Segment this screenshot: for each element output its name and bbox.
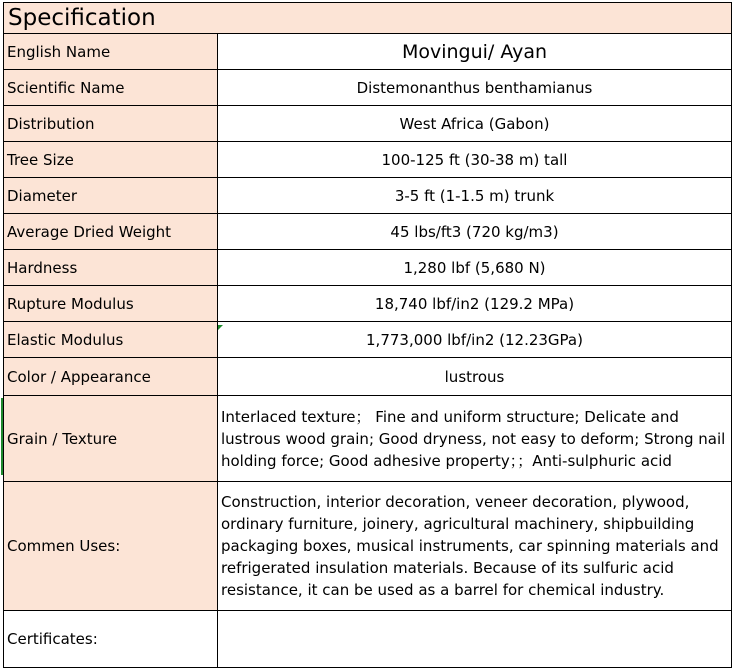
value-distribution[interactable]: West Africa (Gabon) bbox=[218, 106, 732, 142]
spec-sheet bbox=[3, 2, 732, 668]
table-row bbox=[4, 250, 732, 286]
label-elastic-modulus[interactable]: Elastic Modulus bbox=[4, 322, 218, 358]
label-distribution[interactable]: Distribution bbox=[4, 106, 218, 142]
label-hardness[interactable]: Hardness bbox=[4, 250, 218, 286]
value-diameter[interactable]: 3-5 ft (1-1.5 m) trunk bbox=[218, 178, 732, 214]
cell-comment-marker bbox=[218, 325, 223, 330]
label-diameter[interactable]: Diameter bbox=[4, 178, 218, 214]
value-grain-texture[interactable]: Interlaced texture； Fine and uniform structure; Delicate and lustrous wood grain; Good dryness, not easy to deform; Strong nail holding force; Good adhesive property；；Anti-sulphuric acid bbox=[218, 396, 732, 482]
label-rupture-modulus[interactable]: Rupture Modulus bbox=[4, 286, 218, 322]
value-english-name[interactable]: Movingui/ Ayan bbox=[218, 34, 732, 70]
sheet-title[interactable]: Specification bbox=[4, 3, 732, 34]
value-average-dried-weight[interactable]: 45 lbs/ft3 (720 kg/m3) bbox=[218, 214, 732, 250]
label-certificates[interactable]: Certificates: bbox=[4, 611, 218, 668]
table-row bbox=[4, 286, 732, 322]
row-selection-indicator bbox=[1, 398, 3, 475]
table-row bbox=[4, 214, 732, 250]
table-row bbox=[4, 611, 732, 668]
table-row bbox=[4, 106, 732, 142]
value-hardness[interactable]: 1,280 lbf (5,680 N) bbox=[218, 250, 732, 286]
value-scientific-name[interactable]: Distemonanthus benthamianus bbox=[218, 70, 732, 106]
value-tree-size[interactable]: 100-125 ft (30-38 m) tall bbox=[218, 142, 732, 178]
table-row bbox=[4, 482, 732, 611]
label-scientific-name[interactable]: Scientific Name bbox=[4, 70, 218, 106]
table-row bbox=[4, 396, 732, 482]
value-elastic-modulus[interactable]: 1,773,000 lbf/in2 (12.23GPa) bbox=[218, 322, 732, 358]
label-grain-texture[interactable]: Grain / Texture bbox=[4, 396, 218, 482]
table-row bbox=[4, 142, 732, 178]
table-row bbox=[4, 34, 732, 70]
table-row bbox=[4, 178, 732, 214]
spec-table bbox=[3, 2, 732, 668]
label-english-name[interactable]: English Name bbox=[4, 34, 218, 70]
value-rupture-modulus[interactable]: 18,740 lbf/in2 (129.2 MPa) bbox=[218, 286, 732, 322]
value-common-uses[interactable]: Construction, interior decoration, veneer decoration, plywood, ordinary furniture, joinery, agricultural machinery, shipbuilding packaging boxes, musical instruments, car spinning materials and refrigerated insulation materials. Because of its sulfuric acid resistance, it can be used as a barrel for chemical industry. bbox=[218, 482, 732, 611]
table-row bbox=[4, 70, 732, 106]
label-tree-size[interactable]: Tree Size bbox=[4, 142, 218, 178]
label-average-dried-weight[interactable]: Average Dried Weight bbox=[4, 214, 218, 250]
table-row bbox=[4, 358, 732, 396]
label-common-uses[interactable]: Commen Uses: bbox=[4, 482, 218, 611]
header-row bbox=[4, 3, 732, 34]
table-row bbox=[4, 322, 732, 358]
label-color-appearance[interactable]: Color / Appearance bbox=[4, 358, 218, 396]
value-color-appearance[interactable]: lustrous bbox=[218, 358, 732, 396]
value-certificates[interactable] bbox=[218, 611, 732, 668]
